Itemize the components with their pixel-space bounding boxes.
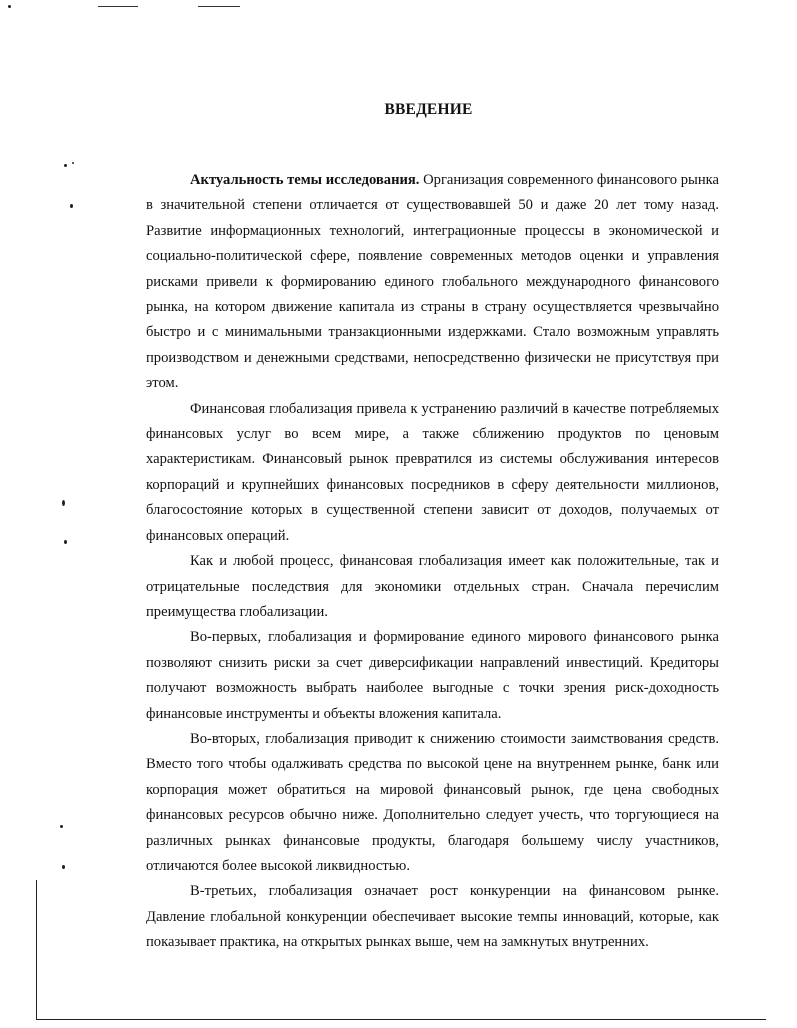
scan-artifact-edge <box>36 1019 766 1020</box>
paragraph-text: Как и любой процесс, финансовая глобализация имеет как положительные, так и отрицательные последствия для экономики отдельных стран. Сначала перечислим преимущества глобализации. <box>146 553 719 620</box>
scan-artifact-line <box>198 6 240 7</box>
paragraph-1 <box>146 168 719 397</box>
paragraph-3 <box>146 549 719 625</box>
page-title: ВВЕДЕНИЕ <box>384 101 473 118</box>
scan-artifact-speck <box>70 204 73 208</box>
paragraph-2 <box>146 397 719 549</box>
paragraph-4 <box>146 625 719 727</box>
paragraph-lead: Актуальность темы исследования. <box>190 172 420 188</box>
scan-artifact-edge <box>36 880 37 1020</box>
body-text <box>146 168 719 956</box>
scan-artifact-speck <box>62 865 65 869</box>
paragraph-5 <box>146 727 719 879</box>
paragraph-text: Организация современного финансового рынка в значительной степени отличается от существовавшей 50 и даже 20 лет тому назад. Развитие информационных технологий, интеграционные процессы в экономической и социально-политической сфере, появление современных методов оценки и управления рисками привели к формированию единого глобального международного финансового рынка, на котором движение капитала из страны в страну осуществляется чрезвычайно быстро и с минимальными транзакционными издержками. Стало возможным управлять производством и денежными средствами, непосредственно физически не присутствуя при этом. <box>146 172 719 392</box>
paragraph-6 <box>146 879 719 955</box>
paragraph-text: Во-первых, глобализация и формирование единого мирового финансового рынка позволяют снизить риски за счет диверсификации направлений инвестиций. Кредиторы получают возможность выбрать наиболее выгодные с точки зрения риск-доходность финансовые инструменты и объекты вложения капитала. <box>146 629 719 722</box>
scan-artifact-speck <box>62 500 65 506</box>
paragraph-text: Во-вторых, глобализация приводит к снижению стоимости заимствования средств. Вместо того чтобы одалживать средства по высокой цене на внутреннем рынке, банк или корпорация может обратиться на мировой финансовый рынок, где цена свободных финансовых ресурсов обычно ниже. Дополнительно следует учесть, что торгующиеся на различных рынках финансовые продукты, благодаря большему числу участников, отличаются более высокой ликвидностью. <box>146 730 719 874</box>
scan-artifact-speck <box>64 540 67 544</box>
scan-artifact-line <box>98 6 138 7</box>
paragraph-text: Финансовая глобализация привела к устранению различий в качестве потребляемых финансовых услуг во всем мире, а также сближению продуктов по ценовым характеристикам. Финансовый рынок превратился из системы обслуживания интересов корпораций и крупнейших финансовых посредников в сферу деятельности миллионов, благосостояние которых в существенной степени зависит от доходов, получаемых от финансовых операций. <box>146 400 719 544</box>
scan-artifact-speck <box>64 164 67 167</box>
paragraph-text: В-третьих, глобализация означает рост конкуренции на финансовом рынке. Давление глобальной конкуренции обеспечивает высокие темпы инноваций, которые, как показывает практика, на открытых рынках выше, чем на замкнутых внутренних. <box>146 883 719 951</box>
scan-artifact-speck <box>72 162 74 164</box>
scan-artifact-speck <box>60 825 63 828</box>
scan-artifact-speck <box>8 5 11 8</box>
